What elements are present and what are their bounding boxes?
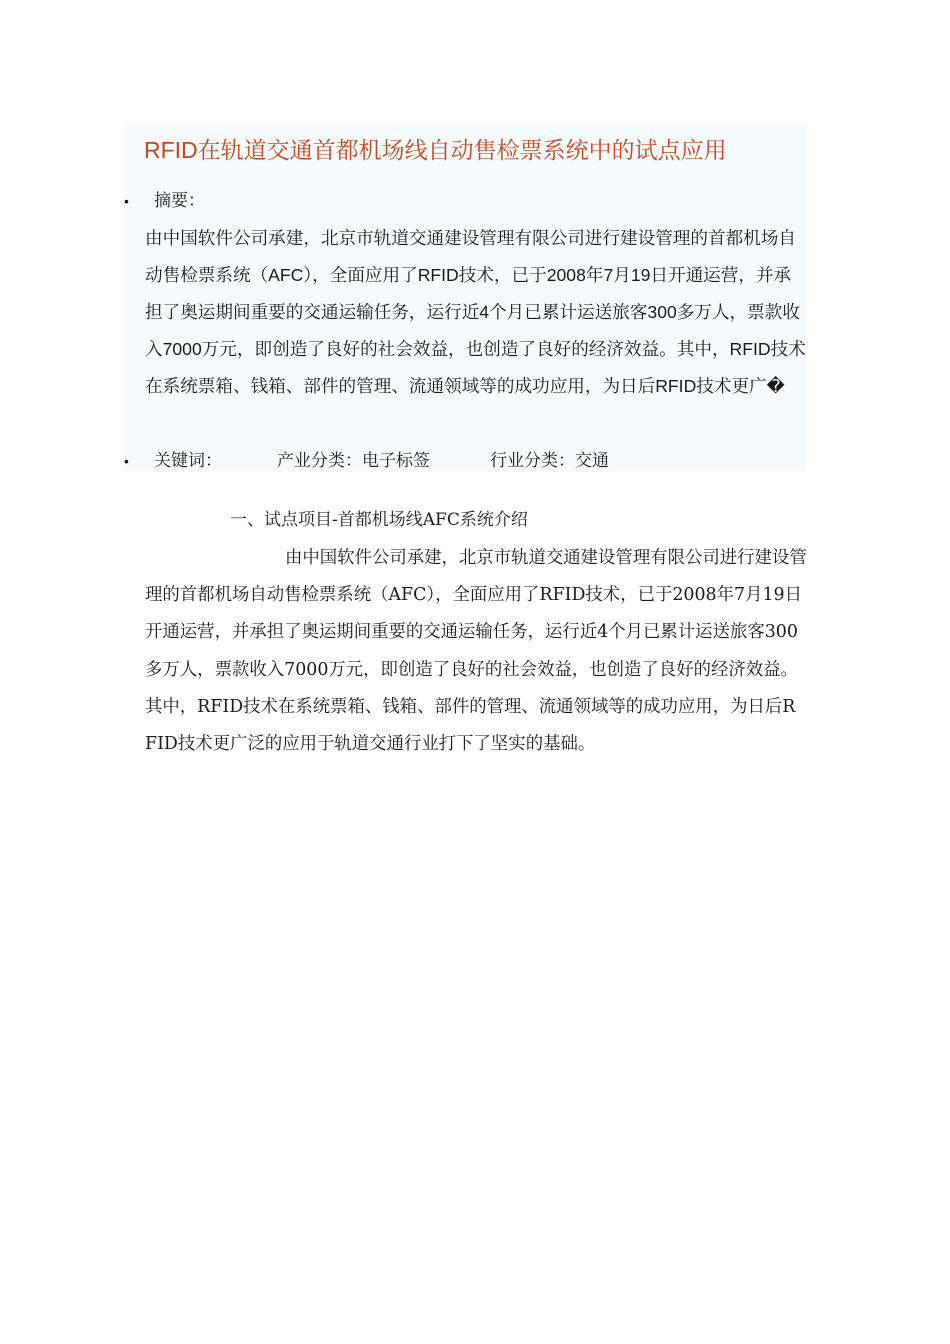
bullet-icon: • [124, 453, 129, 469]
keywords-label: 关键词： [154, 451, 222, 470]
industry-category: 产业分类：电子标签 [277, 451, 430, 470]
section-body-paragraph: 由中国软件公司承建，北京市轨道交通建设管理有限公司进行建设管理的首都机场自动售检票系统（AFC），全面应用了RFID技术，已于2008年7月19日开通运营，并承担了奥运期间重要的交通运输任务，运行近4个月已累计运送旅客300多万人，票款收入7000万元，即创造了良好的社会效益，也创造了良好的经济效益。其中，RFID技术在系统票箱、钱箱、部件的管理、流通领域等的成功应用，为日后RFID技术更广泛的应用于轨道交通行业打下了坚实的基础。 [145, 548, 807, 755]
abstract-text: 由中国软件公司承建，北京市轨道交通建设管理有限公司进行建设管理的首都机场自动售检票系统（AFC），全面应用了RFID技术，已于2008年7月19日开通运营，并承担了奥运期间重要的交通运输任务，运行近4个月已累计运送旅客300多万人，票款收入7000万元，即创造了良好的社会效益，也创造了良好的经济效益。其中，RFID技术在系统票箱、钱箱、部件的管理、流通领域等的成功应用，为日后RFID技术更广� [145, 228, 806, 396]
section-heading: 一、试点项目-首都机场线AFC系统介绍 [230, 510, 528, 530]
abstract-label: 摘要： [154, 191, 205, 210]
article-title: RFID在轨道交通首都机场线自动售检票系统中的试点应用 [144, 137, 727, 163]
trade-category: 行业分类：交通 [490, 451, 609, 470]
bullet-icon: • [124, 193, 129, 209]
